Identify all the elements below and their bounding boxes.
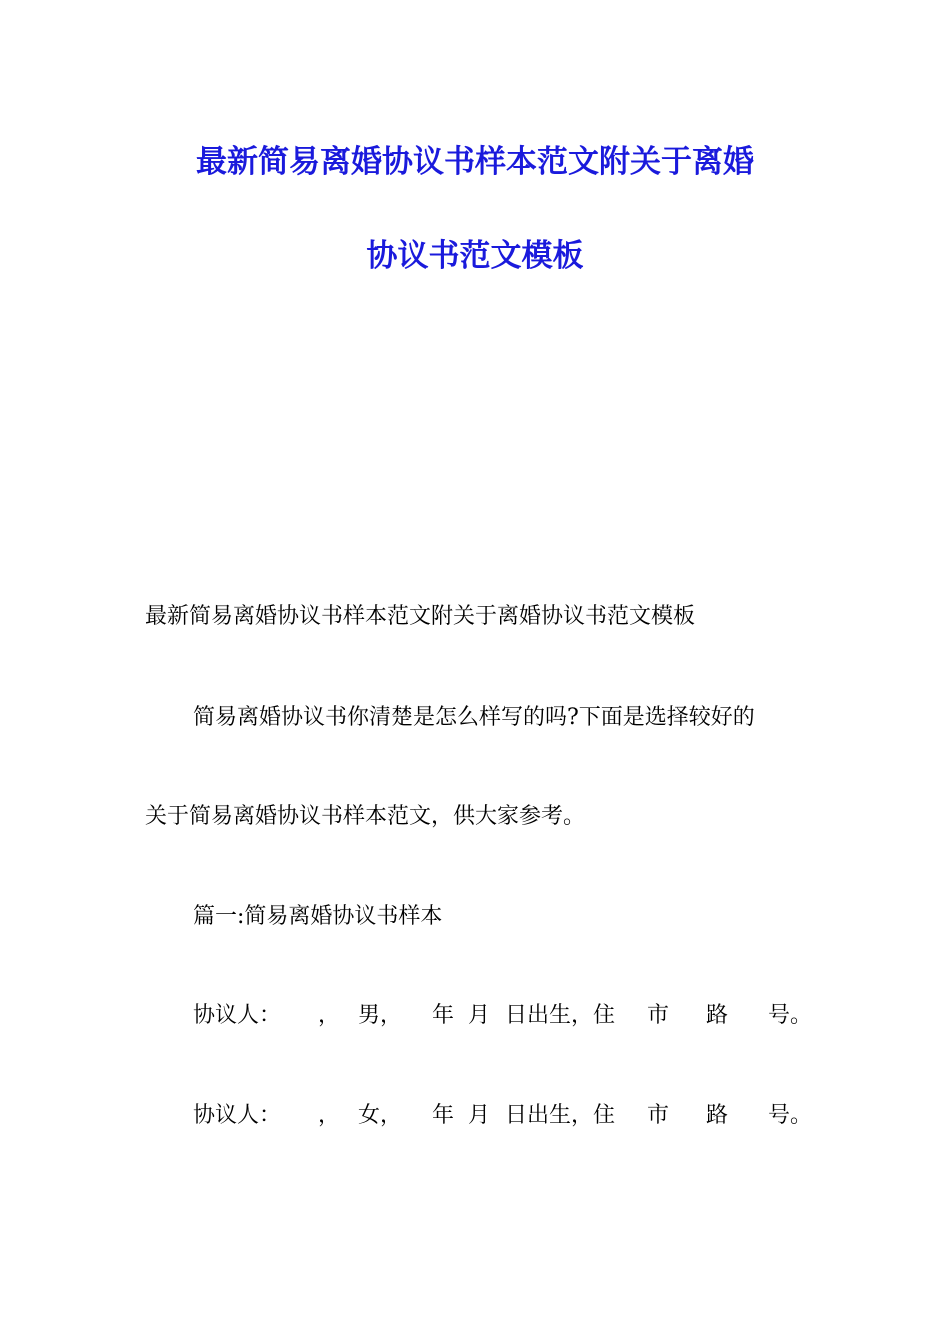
party-row-male [0,1001,950,1031]
party-comma: ， [318,1103,341,1128]
party-road: 路 [706,1103,729,1128]
party-label: 协议人： [193,1003,282,1028]
party-road: 路 [706,1003,729,1028]
party-comma: ， [318,1003,341,1028]
party-year: 年 [432,1103,455,1128]
party-month: 月 [468,1003,491,1028]
party-birth: 日出生，住 [505,1103,616,1128]
party-row-female [0,1101,950,1131]
party-gender: 女， [358,1103,403,1128]
document-heading-paragraph: 最新简易离婚协议书样本范文附关于离婚协议书范文模板 [145,604,696,629]
party-city: 市 [647,1103,670,1128]
intro-paragraph-line-2: 关于简易离婚协议书样本范文，供大家参考。 [145,804,586,829]
section-title: 篇一:简易离婚协议书样本 [193,904,443,929]
party-label: 协议人： [193,1103,282,1128]
party-birth: 日出生，住 [505,1003,616,1028]
party-gender: 男， [358,1003,403,1028]
document-title-line-2: 协议书范文模板 [366,238,584,274]
party-month: 月 [468,1103,491,1128]
party-number: 号。 [768,1003,813,1028]
party-city: 市 [647,1003,670,1028]
party-year: 年 [432,1003,455,1028]
party-number: 号。 [768,1103,813,1128]
intro-paragraph-line-1: 简易离婚协议书你清楚是怎么样写的吗?下面是选择较好的 [193,705,755,730]
document-title-line-1: 最新简易离婚协议书样本范文附关于离婚 [196,144,754,180]
